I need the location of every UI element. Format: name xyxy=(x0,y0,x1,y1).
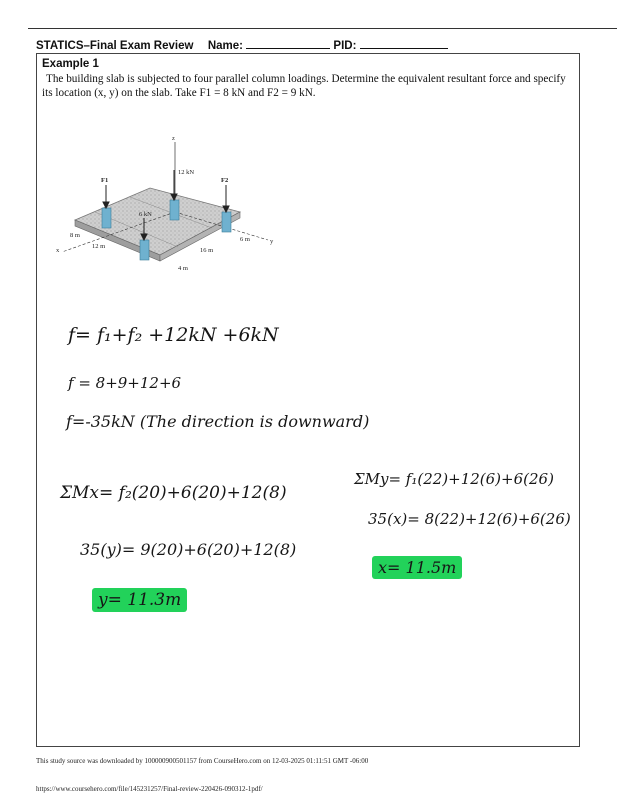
name-blank xyxy=(246,37,330,49)
pid-blank xyxy=(360,37,448,49)
pid-label: PID: xyxy=(333,40,357,52)
hw-line-3: f=-35kN (The direction is downward) xyxy=(66,412,370,431)
column-f1 xyxy=(102,208,111,228)
fig-label-16m: 16 m xyxy=(200,247,214,254)
answer-x: x= 11.5m xyxy=(372,556,462,579)
slab-figure xyxy=(50,130,280,300)
fig-label-8m: 8 m xyxy=(70,232,80,239)
column-f2 xyxy=(222,212,231,232)
footer-source: This study source was downloaded by 100000900501157 from CourseHero.com on 12-03-2025 01:11:51 GMT -06:00 xyxy=(36,757,369,765)
hw-line-1: f= f₁+f₂ +12kN +6kN xyxy=(68,324,279,346)
fig-label-12kn: 12 kN xyxy=(178,169,195,176)
problem-statement: The building slab is subjected to four parallel column loadings. Determine the equivalent resultant force and specify its location (x, y) on the slab. Take F1 = 8 kN and F2 = 9 kN. xyxy=(42,73,566,99)
fig-label-z: z xyxy=(172,135,175,142)
hw-line-4: ΣMx= f₂(20)+6(20)+12(8) xyxy=(60,483,287,503)
fig-label-12m: 12 m xyxy=(92,243,106,250)
fig-label-6m: 6 m xyxy=(240,236,250,243)
top-rule xyxy=(28,28,617,29)
hw-line-6: ΣMy= f₁(22)+12(6)+6(26) xyxy=(354,470,554,488)
fig-label-4m: 4 m xyxy=(178,265,188,272)
name-label: Name: xyxy=(207,40,243,52)
hw-line-7: 35(x)= 8(22)+12(6)+6(26) xyxy=(368,510,571,528)
column-12kn xyxy=(170,200,179,220)
header-title: STATICS–Final Exam Review xyxy=(36,40,194,52)
fig-label-6kn: 6 kN xyxy=(139,211,152,218)
page-header xyxy=(36,37,448,52)
hw-line-2: f = 8+9+12+6 xyxy=(68,374,182,392)
answer-y: y= 11.3m xyxy=(92,588,187,612)
fig-label-x: x xyxy=(56,247,60,254)
fig-label-f2: F2 xyxy=(221,177,229,184)
example-title: Example 1 xyxy=(42,58,99,70)
fig-label-y: y xyxy=(270,238,274,245)
column-6kn xyxy=(140,240,149,260)
fig-label-f1: F1 xyxy=(101,177,109,184)
hw-line-5: 35(y)= 9(20)+6(20)+12(8) xyxy=(80,540,297,559)
footer-url: https://www.coursehero.com/file/145231257/Final-review-220426-090312-1pdf/ xyxy=(36,785,263,793)
